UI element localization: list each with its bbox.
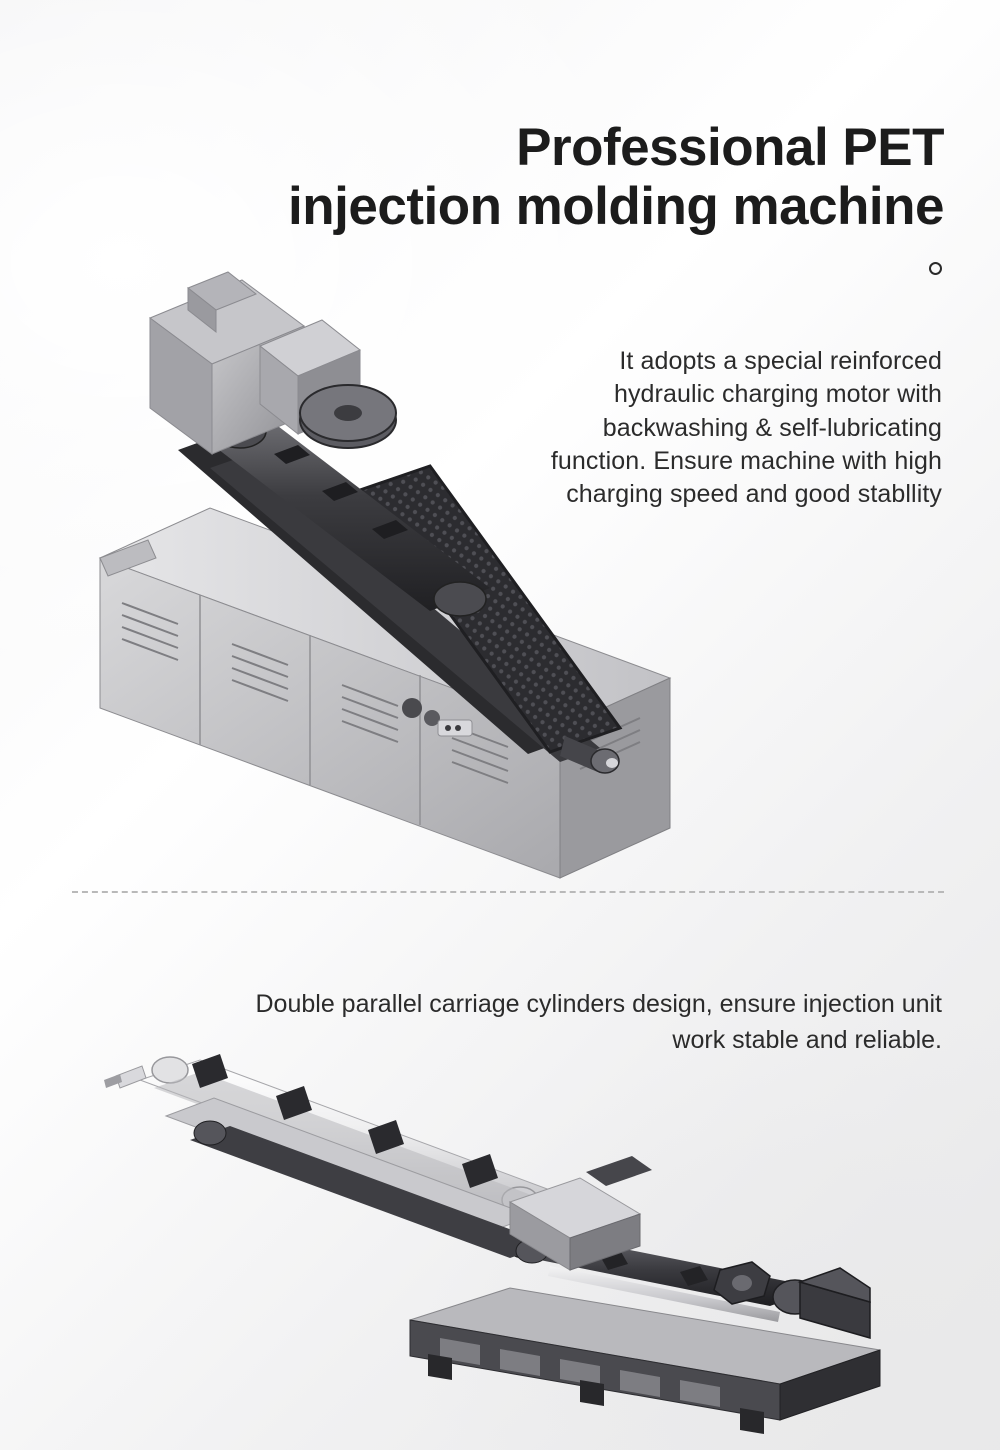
page-title-line-1: Professional PET bbox=[516, 117, 944, 177]
valve-cap bbox=[300, 385, 396, 448]
circle-outline-icon bbox=[929, 262, 942, 275]
machine-illustration-bottom bbox=[80, 1020, 910, 1440]
section-divider bbox=[72, 891, 944, 893]
carriage-cylinder-upper bbox=[104, 1054, 550, 1218]
feature-description-top: It adopts a special reinforced hydraulic charging motor with backwashing & self-lubricating function. Ensure machine with high charging speed and good stabllity bbox=[550, 347, 942, 508]
feature-description-bottom: Double parallel carriage cylinders design, ensure injection unit work stable and reliable. bbox=[255, 990, 942, 1054]
page-title bbox=[44, 118, 944, 237]
machine-illustration-top bbox=[60, 258, 700, 898]
page-title-line-2: injection molding machine bbox=[288, 176, 944, 236]
